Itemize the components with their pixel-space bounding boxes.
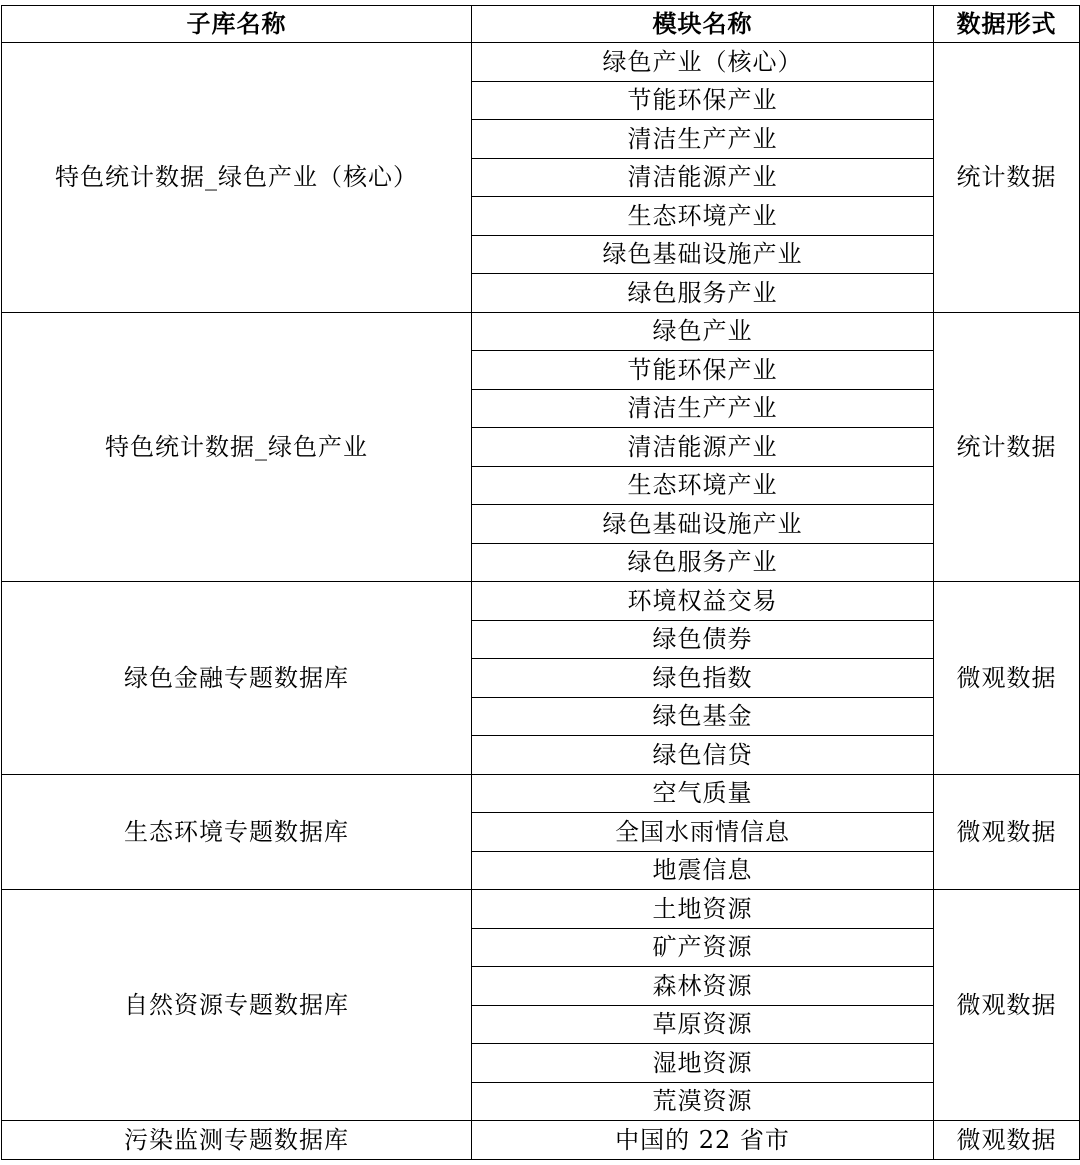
data-format-cell: 统计数据 — [934, 312, 1080, 582]
header-sublibrary-name: 子库名称 — [2, 6, 472, 43]
module-name-cell: 湿地资源 — [472, 1044, 934, 1083]
table-row — [2, 890, 1080, 929]
module-name-cell: 绿色服务产业 — [472, 543, 934, 582]
table-row — [2, 1121, 1080, 1160]
data-format-cell: 微观数据 — [934, 1121, 1080, 1160]
header-row — [2, 6, 1080, 43]
module-name-cell: 绿色基金 — [472, 697, 934, 736]
sublibrary-name-cell: 自然资源专题数据库 — [2, 890, 472, 1121]
sublibrary-name-cell: 特色统计数据_绿色产业（核心） — [2, 43, 472, 313]
module-name-cell: 矿产资源 — [472, 928, 934, 967]
sublibrary-name-cell: 污染监测专题数据库 — [2, 1121, 472, 1160]
data-format-cell: 微观数据 — [934, 582, 1080, 775]
module-name-cell: 中国的 22 省市 — [472, 1121, 934, 1160]
module-name-cell: 空气质量 — [472, 774, 934, 813]
module-name-cell: 全国水雨情信息 — [472, 813, 934, 852]
data-format-cell: 统计数据 — [934, 43, 1080, 313]
table-row — [2, 774, 1080, 813]
table-row — [2, 582, 1080, 621]
module-name-cell: 清洁生产产业 — [472, 389, 934, 428]
header-module-name: 模块名称 — [472, 6, 934, 43]
module-name-cell: 绿色信贷 — [472, 736, 934, 775]
module-name-cell: 清洁能源产业 — [472, 428, 934, 467]
module-name-cell: 绿色产业（核心） — [472, 43, 934, 82]
data-format-cell: 微观数据 — [934, 890, 1080, 1121]
module-name-cell: 草原资源 — [472, 1005, 934, 1044]
sublibrary-name-cell: 特色统计数据_绿色产业 — [2, 312, 472, 582]
table-row — [2, 43, 1080, 82]
module-name-cell: 荒漠资源 — [472, 1082, 934, 1121]
module-name-cell: 森林资源 — [472, 967, 934, 1006]
data-format-cell: 微观数据 — [934, 774, 1080, 890]
module-name-cell: 环境权益交易 — [472, 582, 934, 621]
module-name-cell: 清洁能源产业 — [472, 158, 934, 197]
module-name-cell: 节能环保产业 — [472, 351, 934, 390]
module-name-cell: 节能环保产业 — [472, 81, 934, 120]
module-name-cell: 绿色产业 — [472, 312, 934, 351]
module-name-cell: 地震信息 — [472, 851, 934, 890]
sublibrary-name-cell: 生态环境专题数据库 — [2, 774, 472, 890]
data-table — [1, 5, 1080, 1160]
module-name-cell: 绿色服务产业 — [472, 274, 934, 313]
module-name-cell: 绿色基础设施产业 — [472, 235, 934, 274]
module-name-cell: 土地资源 — [472, 890, 934, 929]
table-row — [2, 312, 1080, 351]
module-name-cell: 绿色基础设施产业 — [472, 505, 934, 544]
sublibrary-name-cell: 绿色金融专题数据库 — [2, 582, 472, 775]
module-name-cell: 清洁生产产业 — [472, 120, 934, 159]
module-name-cell: 绿色指数 — [472, 659, 934, 698]
module-name-cell: 生态环境产业 — [472, 197, 934, 236]
module-name-cell: 生态环境产业 — [472, 466, 934, 505]
table-body — [2, 43, 1080, 1160]
header-data-format: 数据形式 — [934, 6, 1080, 43]
module-name-cell: 绿色债券 — [472, 620, 934, 659]
